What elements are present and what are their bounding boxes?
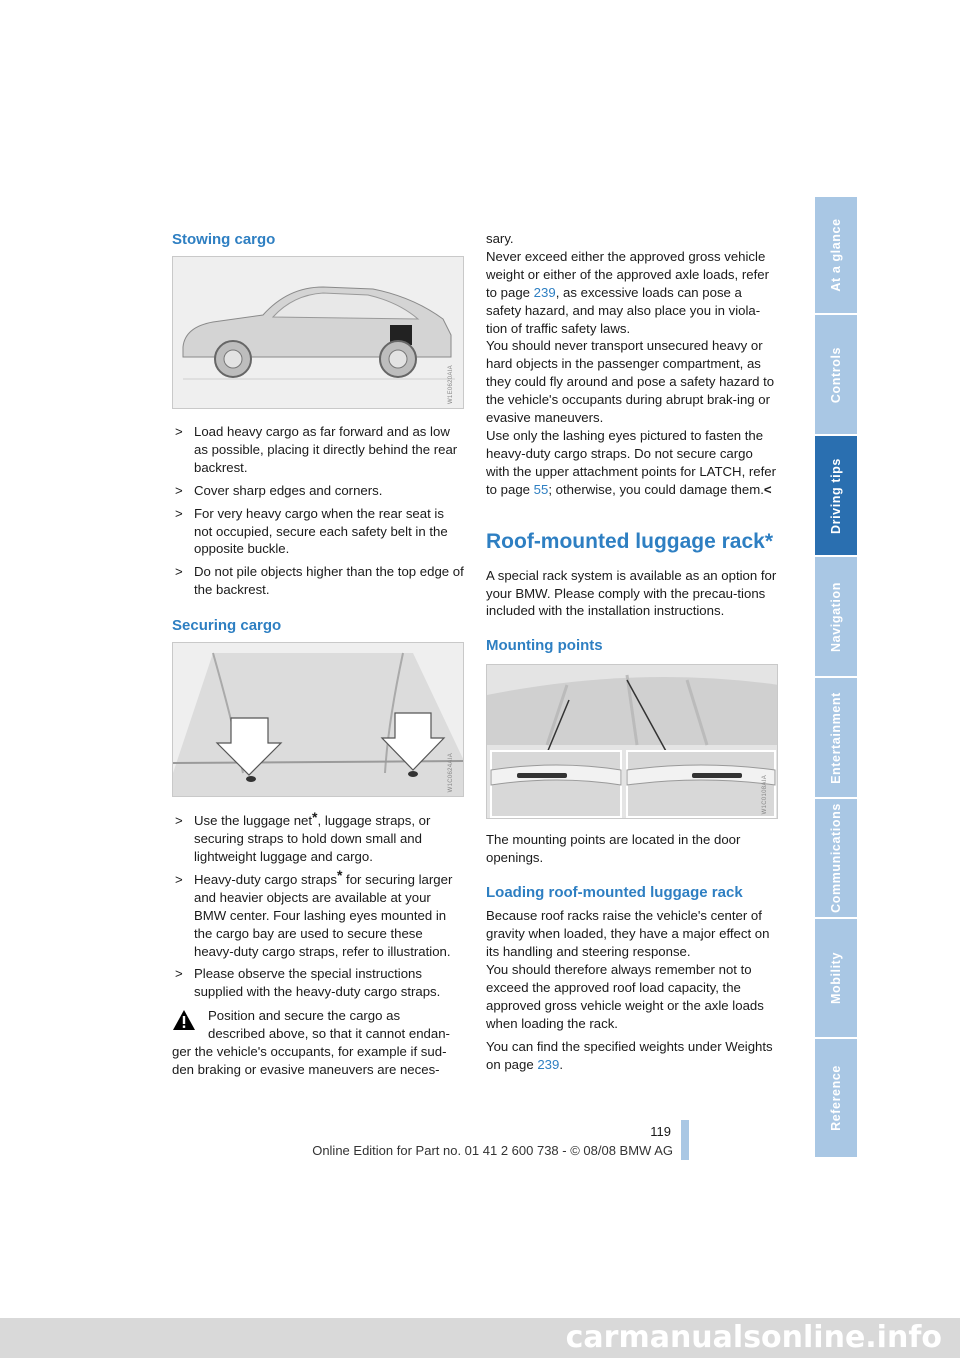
section-heading-loading: Loading roof-mounted luggage rack [486, 884, 743, 902]
list-item: > Please observe the special instructions supplied with the heavy-duty cargo straps. [175, 966, 441, 1000]
page-link[interactable]: 55 [533, 481, 549, 497]
tab-label: Communications [829, 803, 843, 913]
page-marker-bar [681, 1120, 689, 1160]
figure-mounting-points [486, 664, 778, 819]
stowing-list [172, 423, 464, 599]
paragraph: Because roof racks raise the vehicle's center of gravity when loaded, they have a major effect on its handling and steering response. [486, 908, 770, 959]
tab-label: Driving tips [829, 457, 843, 534]
left-column [172, 230, 464, 1079]
paragraph: The mounting points are located in the door openings. [486, 832, 741, 866]
tab-reference[interactable] [815, 1039, 857, 1159]
paragraph: You should never transport unsecured heavy or hard objects in the passenger compartment, as they could fly around and pose a safety hazard to the vehicle's occupants during abrupt brak-ing or evasive maneuvers. [486, 338, 775, 426]
watermark: carmanualsonline.info [0, 1318, 960, 1358]
end-mark: < [763, 481, 772, 497]
list-item: > Use the luggage net*, luggage straps, or securing straps to hold down small and lightweight luggage and cargo. [175, 808, 431, 864]
warning-triangle-icon [172, 1009, 196, 1031]
section-heading-roof-rack: Roof-mounted luggage rack* [486, 529, 774, 553]
right-column [486, 230, 778, 1074]
cargo-bay-illustration [173, 643, 464, 797]
list-item: > Cover sharp edges and corners. [175, 482, 383, 498]
paragraph: You should therefore always remember not to exceed the approved roof load capacity, the approved gross vehicle weight or the axle loads when loading the rack. [486, 961, 764, 1031]
figure-code: W1C0108AIA [762, 774, 769, 815]
section-heading-securing: Securing cargo [172, 617, 282, 635]
tab-label: Mobility [829, 951, 843, 1005]
car-side-illustration [173, 257, 464, 409]
option-star: * [312, 808, 318, 825]
figure-cargo-bay [172, 642, 464, 797]
tab-navigation[interactable] [815, 557, 857, 678]
tab-driving-tips[interactable] [815, 436, 857, 557]
paragraph: A special rack system is available as an option for your BMW. Please comply with the precau-tions included with the installation instructions. [486, 567, 777, 619]
footer-edition-text: Online Edition for Part no. 01 41 2 600 738 - © 08/08 BMW AG [312, 1143, 673, 1158]
warning-text-line1: Position and secure the cargo as [208, 1008, 401, 1024]
option-star: * [336, 867, 343, 884]
tab-label: Controls [829, 346, 843, 403]
list-item: > Do not pile objects higher than the top edge of the backrest. [175, 564, 464, 598]
roof-mounting-illustration [487, 665, 778, 819]
tab-label: At a glance [829, 218, 843, 292]
paragraph: Use only the lashing eyes pictured to fasten the heavy-duty cargo straps. Do not secure cargo with the upper attachment points for LATCH, refer to page 55; otherwise, you could damage them.< [486, 427, 777, 497]
figure-code: W1E0620AIA [448, 364, 455, 404]
paragraph: You can find the specified weights under Weights on page 239. [486, 1039, 773, 1073]
section-heading-mounting: Mounting points [486, 637, 603, 655]
tab-label: Navigation [829, 581, 843, 652]
warning-note [172, 1007, 464, 1079]
list-item: > For very heavy cargo when the rear seat is not occupied, secure each safety belt in the opposite buckle. [175, 505, 448, 557]
figure-car-side-cargo [172, 256, 464, 409]
securing-list [172, 808, 464, 1001]
chapter-tabs [815, 197, 857, 1159]
tab-label: Entertainment [829, 691, 843, 784]
continued-text: sary. [486, 231, 514, 246]
page-link[interactable]: 239 [537, 1057, 560, 1073]
tab-at-a-glance[interactable] [815, 197, 857, 315]
tab-communications[interactable] [815, 799, 857, 919]
paragraph: Never exceed either the approved gross vehicle weight or either of the approved axle loads, refer to page 239, as excessive loads can pose a safety hazard, and may also place you in viola-tion of traffic safety laws. [486, 248, 769, 336]
warning-text: described above, so that it cannot endan-ger the vehicle's occupants, for example if sud-den braking or evasive maneuvers are neces- [172, 1026, 450, 1077]
tab-label: Reference [829, 1065, 843, 1131]
list-item: > Load heavy cargo as far forward and as low as possible, placing it directly behind the rear backrest. [175, 424, 458, 475]
tab-entertainment[interactable] [815, 678, 857, 799]
figure-code: W1C0624AIA [448, 752, 455, 793]
list-item: > Heavy-duty cargo straps* for securing larger and heavier objects are available at your BMW center. Four lashing eyes mounted in the cargo bay are used to secure these heavy-duty cargo straps, refer to illustration. [175, 867, 453, 959]
page-number: 119 [650, 1124, 671, 1139]
tab-mobility[interactable] [815, 919, 857, 1039]
section-heading-stowing: Stowing cargo [172, 231, 276, 248]
page-link[interactable]: 239 [533, 284, 556, 300]
tab-controls[interactable] [815, 315, 857, 436]
